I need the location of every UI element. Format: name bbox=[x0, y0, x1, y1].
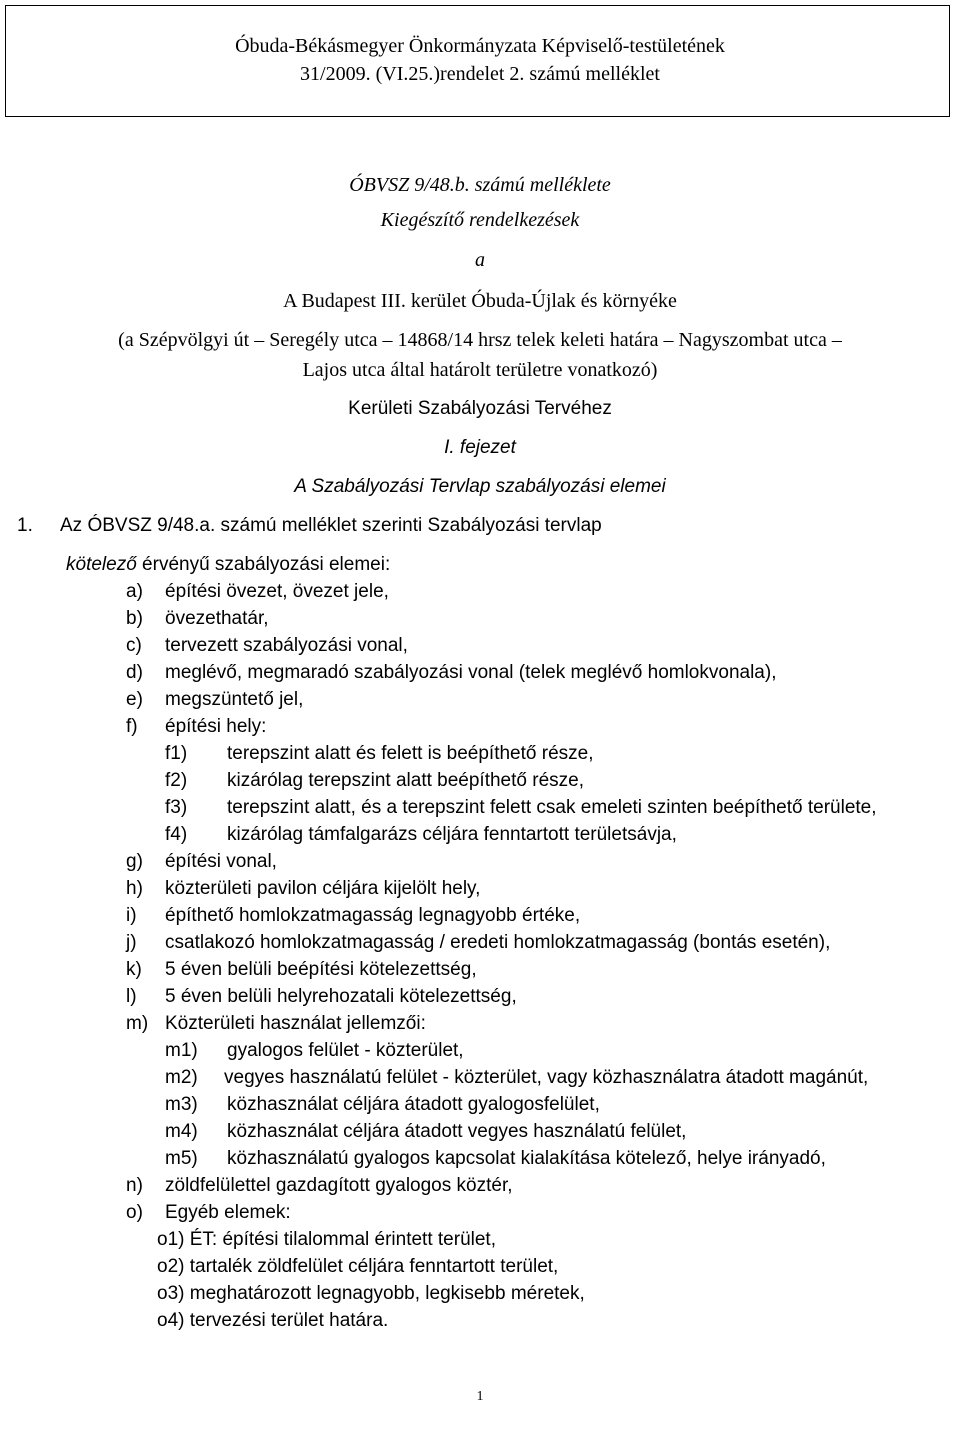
subheading-rest: érvényű szabályozási elemei: bbox=[136, 554, 391, 575]
plan-title: Kerületi Szabályozási Tervéhez bbox=[348, 398, 612, 419]
item-label: a) bbox=[126, 581, 143, 602]
header-line-2: 31/2009. (VI.25.)rendelet 2. számú melléklet bbox=[300, 63, 660, 85]
list-item-j bbox=[126, 933, 830, 952]
list-item-f bbox=[126, 717, 266, 736]
list-item-m bbox=[126, 1014, 426, 1033]
list-item-m3 bbox=[165, 1095, 600, 1114]
item-label: l) bbox=[126, 986, 137, 1007]
item-text: építési hely: bbox=[165, 716, 267, 737]
item-label: i) bbox=[126, 905, 137, 926]
item-text: Közterületi használat jellemzői: bbox=[165, 1013, 426, 1034]
item-text: közhasználat céljára átadott vegyes használatú felület, bbox=[227, 1121, 687, 1142]
item-text: övezethatár, bbox=[165, 608, 269, 629]
item-text: terepszint alatt és felett is beépíthető része, bbox=[227, 743, 594, 764]
item-label: h) bbox=[126, 878, 143, 899]
item-text: 5 éven belüli helyrehozatali kötelezettség, bbox=[165, 986, 517, 1007]
item-label: m) bbox=[126, 1013, 149, 1034]
item-text: gyalogos felület - közterület, bbox=[227, 1040, 464, 1061]
item-text: csatlakozó homlokzatmagasság / eredeti homlokzatmagasság (bontás esetén), bbox=[165, 932, 831, 953]
item-label: m3) bbox=[165, 1094, 198, 1115]
item-label: e) bbox=[126, 689, 143, 710]
list-item-o1: o1) ÉT: építési tilalommal érintett terület, bbox=[157, 1229, 496, 1250]
section-number: 1. bbox=[17, 515, 33, 536]
header-line-1: Óbuda-Békásmegyer Önkormányzata Képviselő-testületének bbox=[235, 35, 725, 57]
item-label: f1) bbox=[165, 743, 188, 764]
item-text: építési vonal, bbox=[165, 851, 277, 872]
item-label: k) bbox=[126, 959, 142, 980]
item-text: megszüntető jel, bbox=[165, 689, 304, 710]
item-text: kizárólag terepszint alatt beépíthető része, bbox=[227, 770, 584, 791]
item-label: f4) bbox=[165, 824, 188, 845]
bounds-line-2: Lajos utca által határolt területre vonatkozó) bbox=[302, 359, 658, 381]
list-item-m2 bbox=[165, 1068, 868, 1087]
list-item-k bbox=[126, 960, 477, 979]
item-label: f3) bbox=[165, 797, 188, 818]
header-box bbox=[5, 5, 950, 117]
item-text: vegyes használatú felület - közterület, vagy közhasználatra átadott magánút, bbox=[224, 1067, 869, 1088]
list-item-e bbox=[126, 690, 303, 709]
list-item-f3 bbox=[165, 798, 877, 817]
list-item-o4: o4) tervezési terület határa. bbox=[157, 1310, 389, 1331]
list-item-d bbox=[126, 663, 776, 682]
supplementary-title: Kiegészítő rendelkezések bbox=[380, 209, 580, 231]
item-label: f2) bbox=[165, 770, 188, 791]
section-heading: Az ÓBVSZ 9/48.a. számú melléklet szerinti Szabályozási tervlap bbox=[60, 515, 602, 536]
list-item-i bbox=[126, 906, 580, 925]
item-label: d) bbox=[126, 662, 143, 683]
list-item-n bbox=[126, 1176, 513, 1195]
item-label: m4) bbox=[165, 1121, 198, 1142]
list-item-m1 bbox=[165, 1041, 464, 1060]
bounds-line-1: (a Szépvölgyi út – Seregély utca – 14868/14 hrsz telek keleti határa – Nagyszombat utca – bbox=[118, 329, 842, 351]
item-label: c) bbox=[126, 635, 142, 656]
list-item-f4 bbox=[165, 825, 677, 844]
list-item-f2 bbox=[165, 771, 584, 790]
chapter-number: I. fejezet bbox=[444, 437, 516, 458]
item-label: o) bbox=[126, 1202, 143, 1223]
item-label: j) bbox=[126, 932, 137, 953]
list-item-h bbox=[126, 879, 480, 898]
item-text: terepszint alatt, és a terepszint felett csak emeleti szinten beépíthető területe, bbox=[227, 797, 877, 818]
item-text: 5 éven belüli beépítési kötelezettség, bbox=[165, 959, 477, 980]
item-label: m1) bbox=[165, 1040, 198, 1061]
item-text: közhasználatú gyalogos kapcsolat kialakítása kötelező, helye irányadó, bbox=[227, 1148, 826, 1169]
item-label: g) bbox=[126, 851, 143, 872]
item-text: zöldfelülettel gazdagított gyalogos köztér, bbox=[165, 1175, 513, 1196]
list-item-c bbox=[126, 636, 408, 655]
item-text: építhető homlokzatmagasság legnagyobb értéke, bbox=[165, 905, 581, 926]
area-title: A Budapest III. kerület Óbuda-Újlak és környéke bbox=[283, 290, 677, 312]
item-text: közhasználat céljára átadott gyalogosfelület, bbox=[227, 1094, 600, 1115]
item-label: m5) bbox=[165, 1148, 198, 1169]
section-subheading bbox=[66, 555, 390, 574]
item-label: f) bbox=[126, 716, 138, 737]
item-text: Egyéb elemek: bbox=[165, 1202, 291, 1223]
list-item-o2: o2) tartalék zöldfelület céljára fenntartott terület, bbox=[157, 1256, 559, 1277]
item-label: n) bbox=[126, 1175, 143, 1196]
item-label: b) bbox=[126, 608, 143, 629]
list-item-o bbox=[126, 1203, 291, 1222]
page-number: 1 bbox=[476, 1389, 484, 1404]
chapter-title: A Szabályozási Tervlap szabályozási elemei bbox=[294, 476, 666, 497]
item-text: építési övezet, övezet jele, bbox=[165, 581, 389, 602]
list-item-a bbox=[126, 582, 389, 601]
item-text: meglévő, megmaradó szabályozási vonal (telek meglévő homlokvonala), bbox=[165, 662, 777, 683]
item-text: kizárólag támfalgarázs céljára fenntartott területsávja, bbox=[227, 824, 677, 845]
list-item-m4 bbox=[165, 1122, 686, 1141]
item-text: tervezett szabályozási vonal, bbox=[165, 635, 408, 656]
list-item-b bbox=[126, 609, 269, 628]
connector-a: a bbox=[475, 249, 485, 271]
item-label: m2) bbox=[165, 1067, 198, 1088]
list-item-g bbox=[126, 852, 277, 871]
annex-title: ÓBVSZ 9/48.b. számú melléklete bbox=[349, 174, 611, 196]
list-item-l bbox=[126, 987, 517, 1006]
list-item-o3: o3) meghatározott legnagyobb, legkisebb méretek, bbox=[157, 1283, 585, 1304]
subheading-italic: kötelező bbox=[66, 554, 137, 575]
item-text: közterületi pavilon céljára kijelölt hely, bbox=[165, 878, 481, 899]
list-item-m5 bbox=[165, 1149, 826, 1168]
list-item-f1 bbox=[165, 744, 593, 763]
